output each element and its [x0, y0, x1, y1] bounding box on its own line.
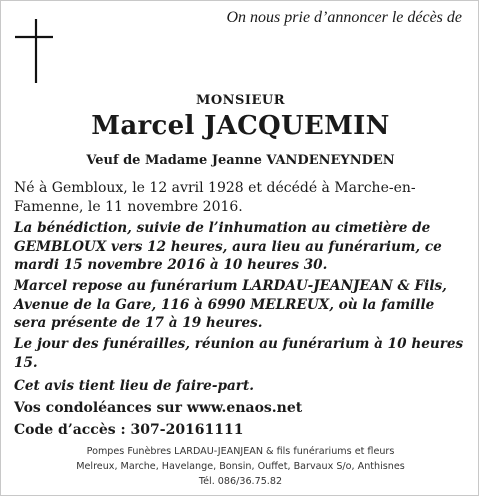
funeral-day-text: Le jour des funérailles, réunion au funérarium à 10 heures 15. — [14, 336, 464, 371]
civility-title: MONSIEUR — [195, 93, 286, 108]
ceremony-text: La bénédiction, suivie de l’inhumation au cimetière de GEMBLOUX vers 12 heures, aura lieu au funérarium, ce mardi 15 novembre 2016 à 10 heures 30. — [14, 220, 442, 273]
spouse-line: Veuf de Madame Jeanne VANDENEYNDEN — [86, 153, 395, 168]
funeral-home-footer — [1, 444, 479, 489]
notice-text: Cet avis tient lieu de faire-part. — [14, 378, 254, 394]
footer-line-company: Pompes Funèbres LARDAU-JEANJEAN & fils funérariums et fleurs — [86, 446, 395, 457]
repose-text: Marcel repose au funérarium LARDAU-JEANJEAN & Fils, Avenue de la Gare, 116 à 6990 MELREUX, où la famille sera présente de 17 à 19 heures. — [14, 278, 447, 331]
deceased-name: Marcel JACQUEMIN — [91, 111, 390, 141]
condolences-text: Vos condoléances sur www.enaos.net — [14, 400, 303, 416]
footer-line-phone: Tél. 086/36.75.82 — [198, 476, 283, 487]
footer-line-locations: Melreux, Marche, Havelange, Bonsin, Ouffet, Barvaux S/o, Anthisnes — [76, 461, 405, 472]
access-code: Code d’accès : 307-20161111 — [14, 422, 244, 438]
announcement-intro: On nous prie d’annoncer le décès de — [226, 9, 462, 26]
latin-cross-icon — [11, 19, 53, 83]
birth-death-text: Né à Gembloux, le 12 avril 1928 et décédé à Marche-en-Famenne, le 11 novembre 2016. — [14, 180, 416, 215]
